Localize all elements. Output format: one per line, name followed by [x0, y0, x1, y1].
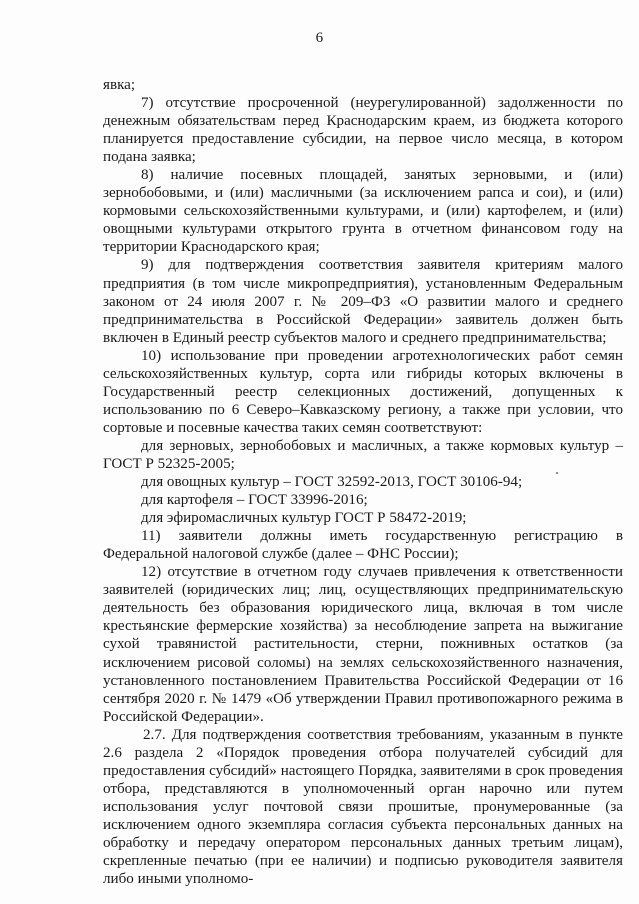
paragraph-item-12: 12) отсутствие в отчетном году случаев привлечения к ответственности заявителей (юридических лиц; лиц, осуществляющих предпринимательскую деятельность без образования юридического лица, включая в том числе крестьянские фермерские хозяйства) за несоблюдение запрета на выжигание сухой травянистой растительности, стерни, пожнивных остатков (за исключением рисовой соломы) на землях сельскохозяйственного назначения, установленного постановлением Правительства Российской Федерации от 16 сентября 2020 г. № 1479 «Об утверждении Правил противопожарного режима в Российской Федерации». — [103, 564, 623, 725]
paragraph-2-7: 2.7. Для подтверждения соответствия требованиям, указанным в пункте 2.6 раздела 2 «Порядок проведения отбора получателей субсидий для предоставления субсидий» настоящего Порядка, заявителями в срок проведения отбора, представляются в уполномоченный орган нарочно или путем использования услуг почтовой связи прошитые, пронумерованные (за исключением одного экземпляра согласия субъекта персональных данных на обработку и передачу оператором персональных данных третьим лицам), скрепленные печатью (при ее наличии) и подписью руководителя заявителя либо иными уполномо- — [103, 726, 623, 888]
page-number: 6 — [315, 30, 324, 46]
paragraph-item-10: 10) использование при проведении агротехнологических работ семян сельскохозяйственных культур, сорта или гибриды которых включены в Государственный реестр селекционных достижений, допущенных к использованию по 6 Северо–Кавказскому региону, а также при условии, что сортовые и посевные качества таких семян соответствуют: — [103, 347, 623, 436]
paragraph-item-9: 9) для подтверждения соответствия заявителя критериям малого предприятия (в том числе микропредприятия), установленным Федеральным законом от 24 июля 2007 г. № 209–ФЗ «О развитии малого и среднего предпринимательства в Российской Федерации» заявитель должен быть включен в Единый реестр субъектов малого и среднего предпринимательства; — [103, 257, 623, 346]
paragraph-vegetable-standard: для овощных культур – ГОСТ 32592-2013, ГОСТ 30106-94; — [141, 474, 523, 491]
paragraph-item-11: 11) заявители должны иметь государственную регистрацию в Федеральной налоговой службе (далее – ФНС России); — [103, 528, 623, 563]
paragraph-item-8: 8) наличие посевных площадей, занятых зерновыми, и (или) зернобобовыми, и (или) масличными (за исключением рапса и сои), и (или) кормовыми сельскохозяйственными культурами, и (или) картофелем, и (или) овощными культурами открытого грунта в отчетном финансовом году на территории Краснодарского края; — [103, 167, 623, 256]
paragraph-potato-standard: для картофеля – ГОСТ 33996-2016; — [141, 492, 368, 509]
scan-speck — [556, 472, 558, 474]
paragraph-grain-standard: для зерновых, зернобобовых и масличных, а также кормовых культур – ГОСТ Р 52325-2005; — [103, 437, 623, 472]
paragraph-continuation: явка; — [103, 77, 136, 93]
document-body — [103, 76, 623, 888]
paragraph-essential-oil-standard: для эфиромасличных культур ГОСТ Р 58472-2019; — [141, 510, 467, 527]
paragraph-item-7: 7) отсутствие просроченной (неурегулированной) задолженности по денежным обязательствам перед Краснодарским краем, из бюджета которого планируется предоставление субсидии, на первое число месяца, в котором подана заявка; — [103, 95, 623, 166]
